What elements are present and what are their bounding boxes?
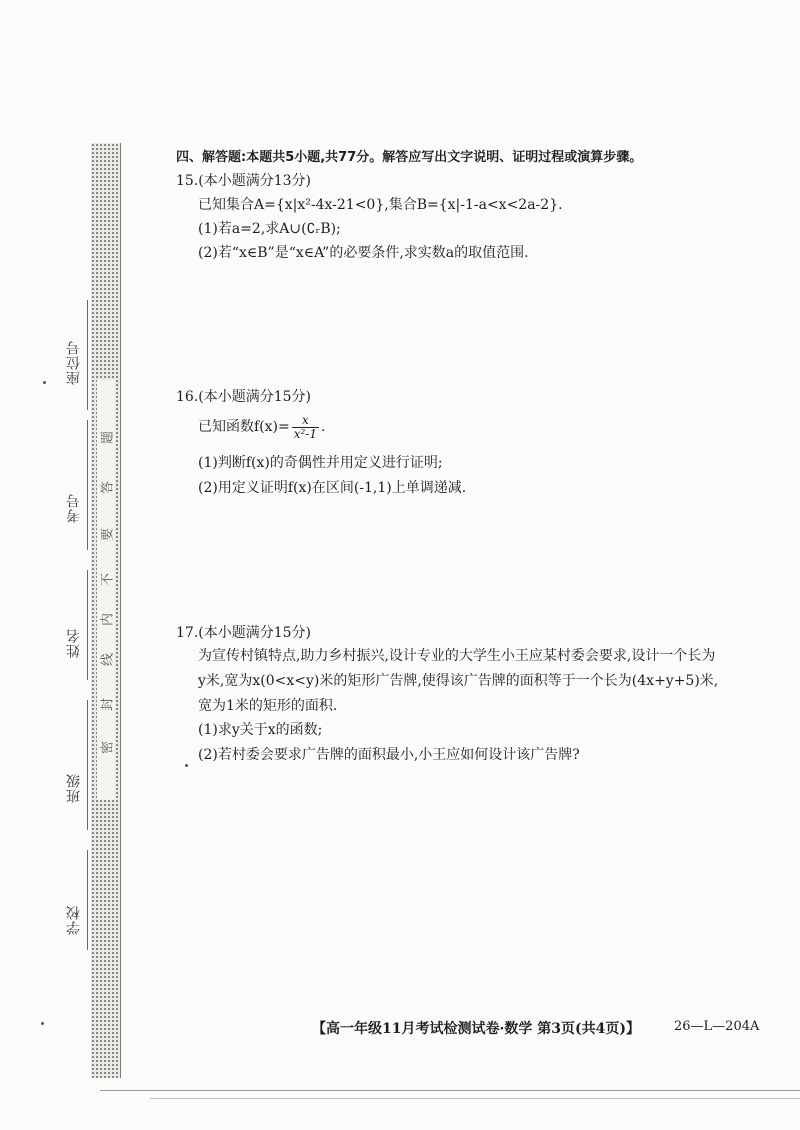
q17-line1: 为宣传村镇特点,助力乡村振兴,设计专业的大学生小王应某村委会要求,设计一个长为 xyxy=(198,648,716,664)
q15-title: 15.(本小题满分13分) xyxy=(176,173,312,189)
school-line[interactable] xyxy=(87,850,88,950)
seal-char: 不 xyxy=(100,573,116,587)
q17-title: 17.(本小题满分15分) xyxy=(176,625,312,641)
q15-part1: (1)若a=2,求A∪(∁ᵣB); xyxy=(198,221,341,237)
seat-number-line[interactable] xyxy=(87,300,88,410)
q16-title: 16.(本小题满分15分) xyxy=(176,389,312,405)
q17-line2: y米,宽为x(0<x<y)米的矩形广告牌,使得该广告牌的面积等于一个长为(4x+y+5)米, xyxy=(198,673,719,689)
seal-char: 线 xyxy=(100,653,116,667)
scan-speck xyxy=(43,381,46,384)
section-heading: 四、解答题:本题共5小题,共77分。解答应写出文字说明、证明过程或演算步骤。 xyxy=(176,150,643,165)
bottom-rule xyxy=(150,1098,800,1099)
scan-speck xyxy=(185,764,188,767)
q17-part1: (1)求y关于x的函数; xyxy=(198,722,323,738)
name-label: 姓名 xyxy=(66,628,82,658)
bottom-rule xyxy=(100,1090,800,1091)
q16-stem-prefix: 已知函数f(x)= xyxy=(198,419,290,436)
name-line[interactable] xyxy=(87,570,88,680)
exam-number-label: 考号 xyxy=(66,493,82,523)
q16-part1: (1)判断f(x)的奇偶性并用定义进行证明; xyxy=(198,455,443,471)
q17-part2: (2)若村委会要求广告牌的面积最小,小王应如何设计该广告牌? xyxy=(198,747,580,763)
page-footer: 【高一年级11月考试检测试卷·数学 第3页(共4页)】 xyxy=(312,1021,640,1037)
fraction-denominator: x²-1 xyxy=(293,426,318,441)
exam-number-line[interactable] xyxy=(87,420,88,550)
scan-speck xyxy=(41,1022,44,1025)
fraction-numerator: x xyxy=(292,414,319,428)
school-label: 学校 xyxy=(66,905,82,935)
seat-number-label: 座位号 xyxy=(66,340,82,385)
seal-char: 要 xyxy=(100,528,116,542)
seal-char: 封 xyxy=(100,698,116,712)
seal-char: 题 xyxy=(100,431,116,445)
seal-char: 答 xyxy=(100,481,116,495)
fraction xyxy=(292,414,319,440)
q15-stem: 已知集合A={x|x²-4x-21<0},集合B={x|-1-a<x<2a-2}. xyxy=(198,197,563,213)
class-line[interactable] xyxy=(87,700,88,830)
q16-part2: (2)用定义证明f(x)在区间(-1,1)上单调递减. xyxy=(198,480,467,496)
q15-part2: (2)若“x∈B”是“x∈A”的必要条件,求实数a的取值范围. xyxy=(198,245,529,261)
paper-code: 26—L—204A xyxy=(674,1019,760,1034)
binding-strip-edge xyxy=(120,143,121,1078)
class-label: 班级 xyxy=(66,773,82,803)
q16-stem-suffix: . xyxy=(321,419,326,436)
seal-char: 内 xyxy=(100,613,116,627)
seal-char: 密 xyxy=(100,741,116,755)
q17-line3: 宽为1米的矩形的面积. xyxy=(198,698,338,714)
q16-stem xyxy=(198,414,325,440)
